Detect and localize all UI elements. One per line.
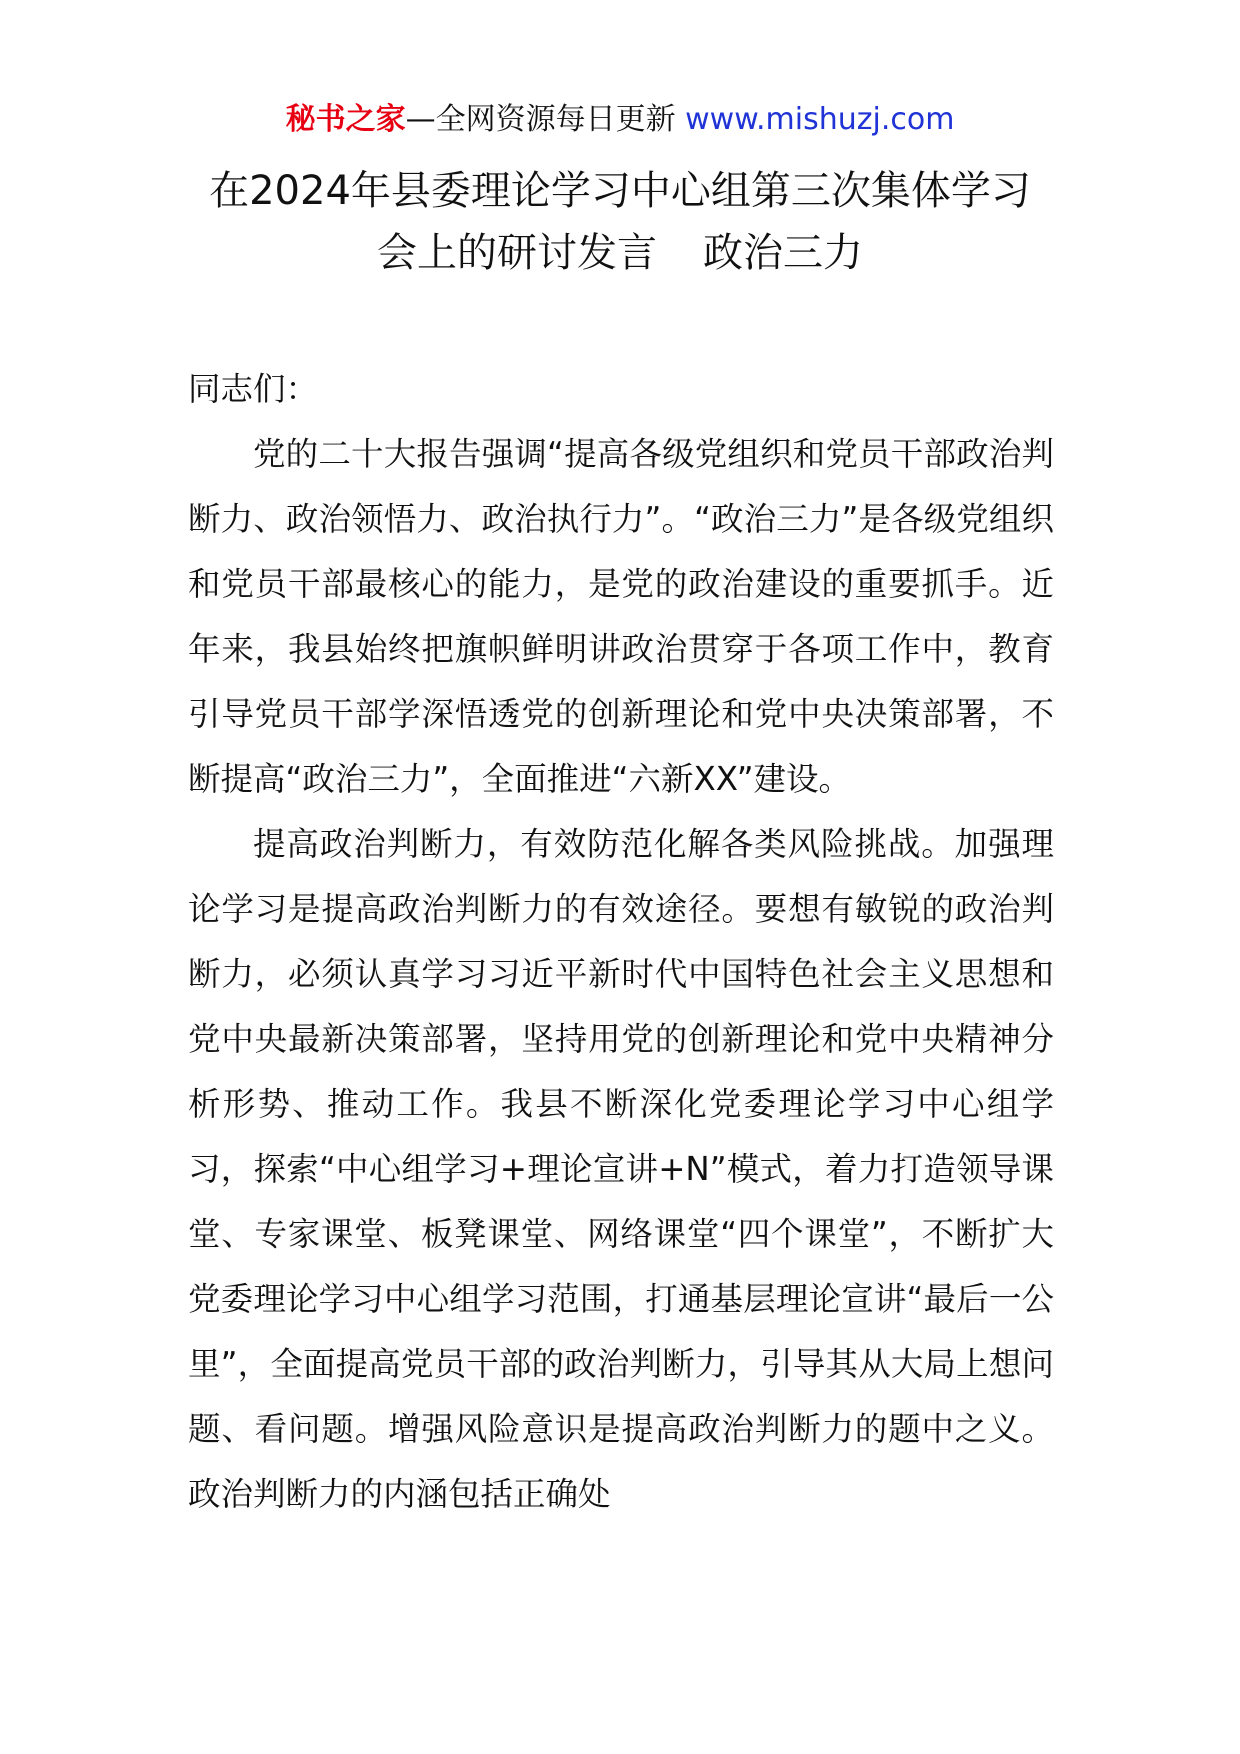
paragraph-2: 提高政治判断力，有效防范化解各类风险挑战。加强理论学习是提高政治判断力的有效途径。要想有敏锐的政治判断力，必须认真学习习近平新时代中国特色社会主义思想和党中央最新决策部署，坚持用党的创新理论和党中央精神分析形势、推动工作。我县不断深化党委理论学习中心组学习，探索“中心组学习+理论宣讲+N”模式，着力打造领导课堂、专家课堂、板凳课堂、网络课堂“四个课堂”，不断扩大党委理论学习中心组学习范围，打通基层理论宣讲“最后一公里”，全面提高党员干部的政治判断力，引导其从大局上想问题、看问题。增强风险意识是提高政治判断力的题中之义。政治判断力的内涵包括正确处: [188, 825, 1054, 1513]
title-line-2-topic: 政治三力: [703, 230, 863, 276]
document-body: [188, 357, 1054, 1527]
site-header: [0, 100, 1240, 140]
site-brand: 秘书之家: [285, 102, 406, 137]
salutation: 同志们：: [188, 370, 319, 408]
title-line-2-main: 会上的研讨发言: [377, 230, 657, 276]
site-tagline: —全网资源每日更新: [405, 102, 686, 137]
site-url-link[interactable]: www.mishuzj.com: [685, 102, 955, 137]
paragraph-1: 党的二十大报告强调“提高各级党组织和党员干部政治判断力、政治领悟力、政治执行力”。“政治三力”是各级党组织和党员干部最核心的能力，是党的政治建设的重要抓手。近年来，我县始终把旗帜鲜明讲政治贯穿于各项工作中，教育引导党员干部学深悟透党的创新理论和党中央决策部署，不断提高“政治三力”，全面推进“六新XX”建设。: [188, 435, 1054, 798]
title-line-2: [150, 222, 1090, 284]
document-title: [150, 160, 1090, 284]
title-line-1: 在2024年县委理论学习中心组第三次集体学习: [209, 168, 1031, 214]
